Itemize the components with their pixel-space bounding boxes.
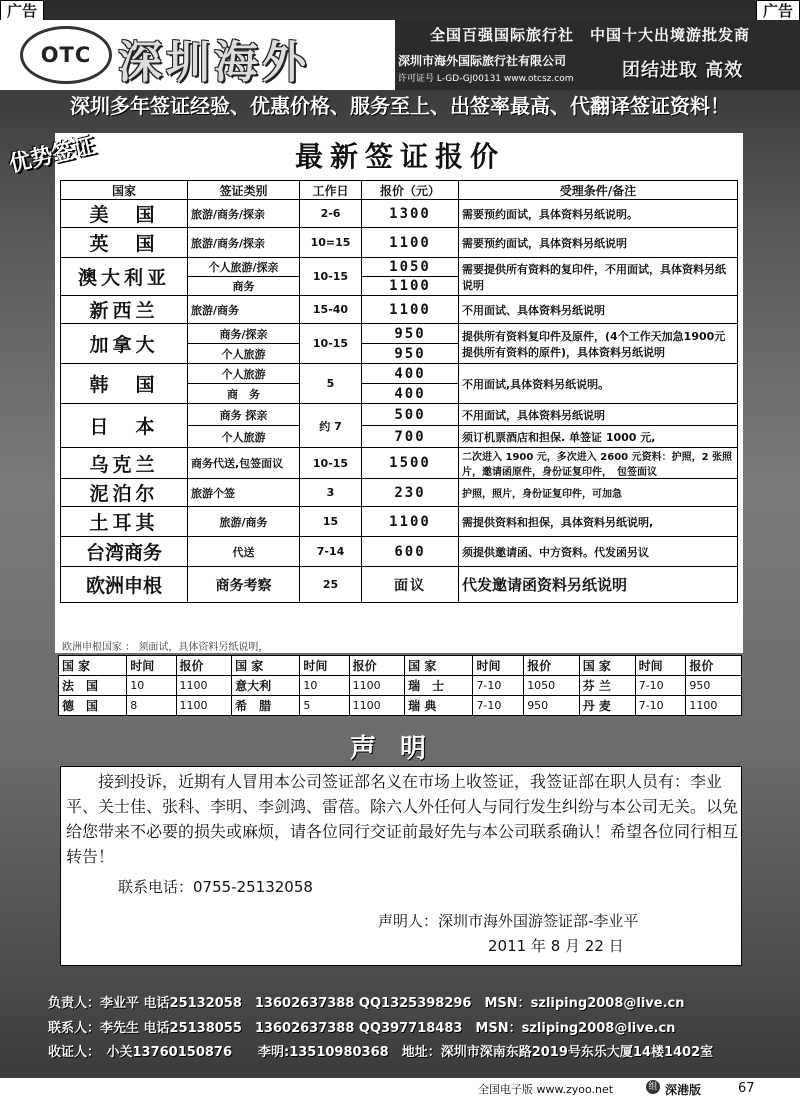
note-cell: 需要预约面试，具体资料另纸说明。 [459, 200, 738, 228]
type-cell: 商务 探亲 [188, 404, 300, 426]
eu-country: 意大利 [232, 676, 300, 696]
table-row [61, 324, 738, 344]
note-cell: 需提供资料和担保，具体资料另纸说明, [459, 507, 738, 537]
table-row [61, 200, 738, 228]
eu-price: 1050 [524, 676, 580, 696]
price-cell: 1050 [362, 258, 459, 277]
note-cell: 提供所有资料复印件及原件，(4个工作天加急1900元提供所有资料的原件)，具体资料另纸说明 [459, 324, 738, 364]
type-cell: 个人旅游 [188, 364, 300, 384]
price-cell: 面议 [362, 567, 459, 603]
table-row [61, 448, 738, 479]
slogan: 团结进取 高效 [622, 60, 744, 81]
country-cell: 加拿大 [61, 324, 188, 364]
eu-price-table [58, 655, 742, 716]
days-cell: 10-15 [300, 258, 362, 296]
type-cell: 旅游/商务/探亲 [188, 228, 300, 258]
footer-contact: 联系人：李先生 电话25138055 13602637388 QQ397718483 MSN：szliping2008@live.cn [48, 1021, 676, 1036]
type-cell: 商 务 [188, 384, 300, 404]
country-cell: 乌克兰 [61, 448, 188, 479]
declaration-body: 接到投诉，近期有人冒用本公司签证部名义在市场上收签证，我签证部在职人员有：李业平、关士佳、张科、李明、李剑鸿、雷蓓。除六人外任何人与同行发生纠纷与本公司无关。以免给您带来不必要的损失或麻烦，请各位同行交证前最好先与本公司联系确认！希望各位同行相互转告！ [66, 772, 739, 866]
price-cell: 1100 [362, 277, 459, 296]
eu-time: 7-10 [473, 696, 524, 716]
schengen-note: 欧洲申根国家 ： 须面试，具体资料另纸说明， [62, 642, 269, 653]
eu-time: 5 [300, 696, 349, 716]
type-cell: 旅游/商务 [188, 296, 300, 324]
advantage-badge: 优势签证 [6, 133, 99, 178]
eu-price: 950 [686, 676, 742, 696]
country-cell: 泥泊尔 [61, 479, 188, 507]
eu-time: 10 [127, 676, 176, 696]
price-cell: 400 [362, 384, 459, 404]
price-cell: 1300 [362, 200, 459, 228]
price-cell: 400 [362, 364, 459, 384]
ad-tag-left: 广告 [0, 0, 44, 22]
country-cell: 美 国 [61, 200, 188, 228]
eu-country: 希 腊 [232, 696, 300, 716]
company-full-name: 深圳市海外国际旅行社有限公司 [398, 54, 567, 68]
note-cell: 不用面试，具体资料另纸说明 [459, 404, 738, 426]
type-cell: 商务 [188, 277, 300, 296]
footer-receiver: 收证人： 小关13760150876 李明:13510980368 地址：深圳市深南东路2019号东乐大厦14楼1402室 [48, 1045, 714, 1060]
price-cell: 950 [362, 344, 459, 364]
type-cell: 商务考察 [188, 567, 300, 603]
footer-manager: 负责人：李业平 电话25132058 13602637388 QQ1325398296 MSN：szliping2008@live.cn [48, 996, 685, 1011]
eu-time: 7-10 [635, 696, 686, 716]
days-cell: 10-15 [300, 448, 362, 479]
table-row [61, 258, 738, 277]
eu-col-country: 国 家 [405, 656, 473, 676]
main-title: 最新签证报价 [294, 140, 505, 173]
eu-row [59, 676, 742, 696]
eu-col-country: 国 家 [579, 656, 635, 676]
eu-col-price: 报价 [686, 656, 742, 676]
eu-col-time: 时间 [127, 656, 176, 676]
country-cell: 英 国 [61, 228, 188, 258]
country-cell: 台湾商务 [61, 537, 188, 567]
price-cell: 230 [362, 479, 459, 507]
eu-col-time: 时间 [300, 656, 349, 676]
eu-col-country: 国 家 [59, 656, 127, 676]
eu-country: 丹 麦 [579, 696, 635, 716]
country-cell: 土耳其 [61, 507, 188, 537]
declaration-contact: 联系电话：0755-25132058 [118, 878, 313, 896]
eu-col-price: 报价 [349, 656, 405, 676]
declaration-title: 声明 [349, 734, 450, 764]
eu-price: 950 [524, 696, 580, 716]
table-row [61, 507, 738, 537]
eu-time: 8 [127, 696, 176, 716]
note-cell: 须订机票酒店和担保. 单签证 1000 元, [459, 426, 738, 448]
declaration-signer: 声明人：深圳市海外国游签证部-李业平 [378, 912, 639, 930]
eu-country: 瑞 典 [405, 696, 473, 716]
price-cell: 1100 [362, 228, 459, 258]
country-cell: 欧洲申根 [61, 567, 188, 603]
eu-time: 7-10 [473, 676, 524, 696]
eu-col-price: 报价 [176, 656, 232, 676]
col-note: 受理条件/备注 [459, 181, 738, 200]
col-price: 报价（元） [362, 181, 459, 200]
days-cell: 5 [300, 364, 362, 404]
eu-time: 10 [300, 676, 349, 696]
visa-price-table [60, 180, 738, 603]
country-cell: 澳大利亚 [61, 258, 188, 296]
eu-header-row [59, 656, 742, 676]
price-cell: 950 [362, 324, 459, 344]
type-cell: 旅游/商务 [188, 507, 300, 537]
table-row [61, 228, 738, 258]
table-row [61, 479, 738, 507]
eu-price: 1100 [176, 696, 232, 716]
price-cell: 600 [362, 537, 459, 567]
type-cell: 商务/探亲 [188, 324, 300, 344]
country-cell: 韩 国 [61, 364, 188, 404]
note-cell: 护照，照片，身份证复印件，可加急 [459, 479, 738, 507]
eu-price: 1100 [349, 696, 405, 716]
days-cell: 2-6 [300, 200, 362, 228]
eu-country: 德 国 [59, 696, 127, 716]
col-country: 国家 [61, 181, 188, 200]
service-banner: 深圳多年签证经验、优惠价格、服务至上、出签率最高、代翻译签证资料！ [70, 94, 730, 118]
eu-col-country: 国 家 [232, 656, 300, 676]
tagline: 全国百强国际旅行社 中国十大出境游批发商 [430, 26, 751, 44]
table-row [61, 296, 738, 324]
table-row [61, 537, 738, 567]
declaration-date: 2011 年 8 月 22 日 [488, 937, 624, 955]
price-cell: 1100 [362, 296, 459, 324]
country-cell: 日 本 [61, 404, 188, 448]
note-cell: 需要预约面试，具体资料另纸说明 [459, 228, 738, 258]
eu-price: 1100 [686, 696, 742, 716]
eu-country: 法 国 [59, 676, 127, 696]
days-cell: 3 [300, 479, 362, 507]
type-cell: 个人旅游 [188, 426, 300, 448]
type-cell: 代送 [188, 537, 300, 567]
type-cell: 旅游个签 [188, 479, 300, 507]
type-cell: 个人旅游/探亲 [188, 258, 300, 277]
eu-time: 7-10 [635, 676, 686, 696]
note-cell: 代发邀请函资料另纸说明 [459, 567, 738, 603]
table-header-row [61, 181, 738, 200]
eu-price: 1100 [349, 676, 405, 696]
type-cell: 旅游/商务/探亲 [188, 200, 300, 228]
table-row [61, 364, 738, 384]
eu-col-price: 报价 [524, 656, 580, 676]
note-cell: 需要提供所有资料的复印件，不用面试，具体资料另纸说明 [459, 258, 738, 296]
table-row [61, 404, 738, 426]
eu-price: 1100 [176, 676, 232, 696]
days-cell: 约 7 [300, 404, 362, 448]
license-number: 许可证号 L-GD-GJ00131 www.otcsz.com [398, 74, 574, 84]
note-cell: 须提供邀请函、中方资料。代发函另议 [459, 537, 738, 567]
type-cell: 个人旅游 [188, 344, 300, 364]
col-type: 签证类别 [188, 181, 300, 200]
days-cell: 15-40 [300, 296, 362, 324]
type-cell: 商务代送,包签面议 [188, 448, 300, 479]
site-url: 全国电子版 www.zyoo.net [478, 1083, 614, 1096]
price-cell: 1100 [362, 507, 459, 537]
zyoo-logo-icon: 组 [646, 1080, 660, 1094]
days-cell: 25 [300, 567, 362, 603]
table-row [61, 567, 738, 603]
page-number: 67 [738, 1081, 755, 1096]
brand-name: 深圳海外 [118, 37, 310, 88]
eu-country: 芬 兰 [579, 676, 635, 696]
days-cell: 10=15 [300, 228, 362, 258]
note-cell: 不用面试、具体资料另纸说明 [459, 296, 738, 324]
otc-logo: OTC [20, 26, 112, 84]
col-days: 工作日 [300, 181, 362, 200]
country-cell: 新西兰 [61, 296, 188, 324]
note-cell: 二次进入 1900 元，多次进入 2600 元资料：护照，2 张照片，邀请函原件，身份证复印件， 包签面议 [459, 448, 738, 479]
days-cell: 7-14 [300, 537, 362, 567]
days-cell: 10-15 [300, 324, 362, 364]
note-cell: 不用面试,具体资料另纸说明。 [459, 364, 738, 404]
days-cell: 15 [300, 507, 362, 537]
ad-tag-right: 广告 [756, 0, 800, 22]
eu-row [59, 696, 742, 716]
edition-label: 深港版 [665, 1083, 702, 1097]
eu-col-time: 时间 [473, 656, 524, 676]
price-cell: 500 [362, 404, 459, 426]
price-cell: 1500 [362, 448, 459, 479]
price-cell: 700 [362, 426, 459, 448]
eu-country: 瑞 士 [405, 676, 473, 696]
eu-col-time: 时间 [635, 656, 686, 676]
